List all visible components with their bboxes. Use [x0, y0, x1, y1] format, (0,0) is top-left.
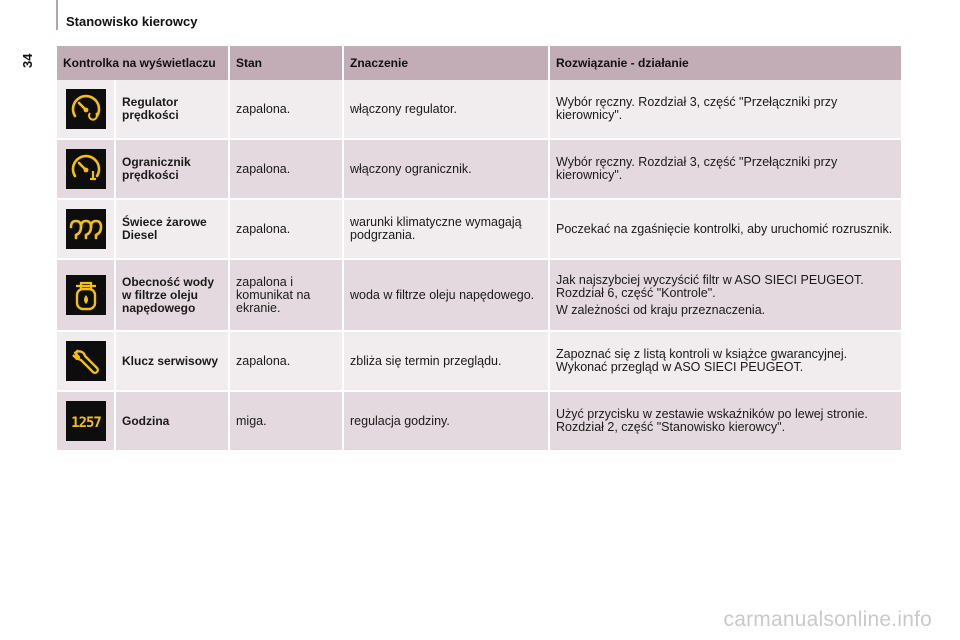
meaning-cell: zbliża się termin przeglądu.: [344, 332, 550, 392]
action-cell: [550, 260, 903, 332]
meaning-cell: włączony regulator.: [344, 80, 550, 140]
table-row: [57, 200, 903, 260]
meaning-cell: woda w filtrze oleju napędowego.: [344, 260, 550, 332]
state-cell: zapalona i komunikat na ekranie.: [230, 260, 344, 332]
icon-cell: [57, 260, 116, 332]
action-cell: Zapoznać się z listą kontroli w książce gwarancyjnej. Wykonać przegląd w ASO SIECI PEUGEOT.: [550, 332, 903, 392]
indicator-label: Obecność wody w filtrze oleju napędowego: [116, 260, 230, 332]
table-row: [57, 392, 903, 452]
section-title: Stanowisko kierowcy: [66, 14, 198, 29]
table-row: [57, 80, 903, 140]
column-header-state: Stan: [230, 46, 344, 80]
speedometer-cruise-icon: [66, 89, 106, 129]
watermark: carmanualsonline.info: [723, 608, 932, 631]
state-cell: zapalona.: [230, 200, 344, 260]
table-header-row: [57, 46, 903, 80]
indicator-label: Świece żarowe Diesel: [116, 200, 230, 260]
state-cell: zapalona.: [230, 80, 344, 140]
page-edge-line: [56, 0, 58, 30]
column-header-action: Rozwiązanie - działanie: [550, 46, 903, 80]
meaning-cell: regulacja godziny.: [344, 392, 550, 452]
icon-cell: [57, 332, 116, 392]
state-cell: miga.: [230, 392, 344, 452]
indicator-label: Ogranicznik prędkości: [116, 140, 230, 200]
action-cell: Wybór ręczny. Rozdział 3, część "Przełączniki przy kierownicy".: [550, 80, 903, 140]
state-cell: zapalona.: [230, 140, 344, 200]
indicator-label: Regulator prędkości: [116, 80, 230, 140]
clock-digits: 1257: [70, 415, 101, 431]
action-text: Jak najszybciej wyczyścić filtr w ASO SIECI PEUGEOT. Rozdział 6, część "Kontrole".: [556, 272, 864, 300]
page-number: 34: [20, 53, 35, 68]
action-note: W zależności od kraju przeznaczenia.: [556, 302, 766, 317]
action-cell: Użyć przycisku w zestawie wskaźników po lewej stronie. Rozdział 2, część "Stanowisko kierowcy".: [550, 392, 903, 452]
action-cell: Wybór ręczny. Rozdział 3, część "Przełączniki przy kierownicy".: [550, 140, 903, 200]
state-cell: zapalona.: [230, 332, 344, 392]
column-header-indicator: Kontrolka na wyświetlaczu: [57, 46, 230, 80]
table-row: [57, 332, 903, 392]
meaning-cell: warunki klimatyczne wymagają podgrzania.: [344, 200, 550, 260]
meaning-cell: włączony ogranicznik.: [344, 140, 550, 200]
action-cell: Poczekać na zgaśnięcie kontrolki, aby uruchomić rozrusznik.: [550, 200, 903, 260]
clock-display-icon: [66, 401, 106, 441]
indicator-label: Klucz serwisowy: [116, 332, 230, 392]
icon-cell: [57, 140, 116, 200]
column-header-meaning: Znaczenie: [344, 46, 550, 80]
glow-plug-icon: [66, 209, 106, 249]
wrench-icon: [66, 341, 106, 381]
icon-cell: [57, 80, 116, 140]
table-row: [57, 140, 903, 200]
speedometer-limiter-icon: [66, 149, 106, 189]
indicator-label: Godzina: [116, 392, 230, 452]
icon-cell: [57, 392, 116, 452]
icon-cell: [57, 200, 116, 260]
water-in-fuel-icon: [66, 275, 106, 315]
table-row: [57, 260, 903, 332]
warning-lights-table: [57, 46, 903, 452]
